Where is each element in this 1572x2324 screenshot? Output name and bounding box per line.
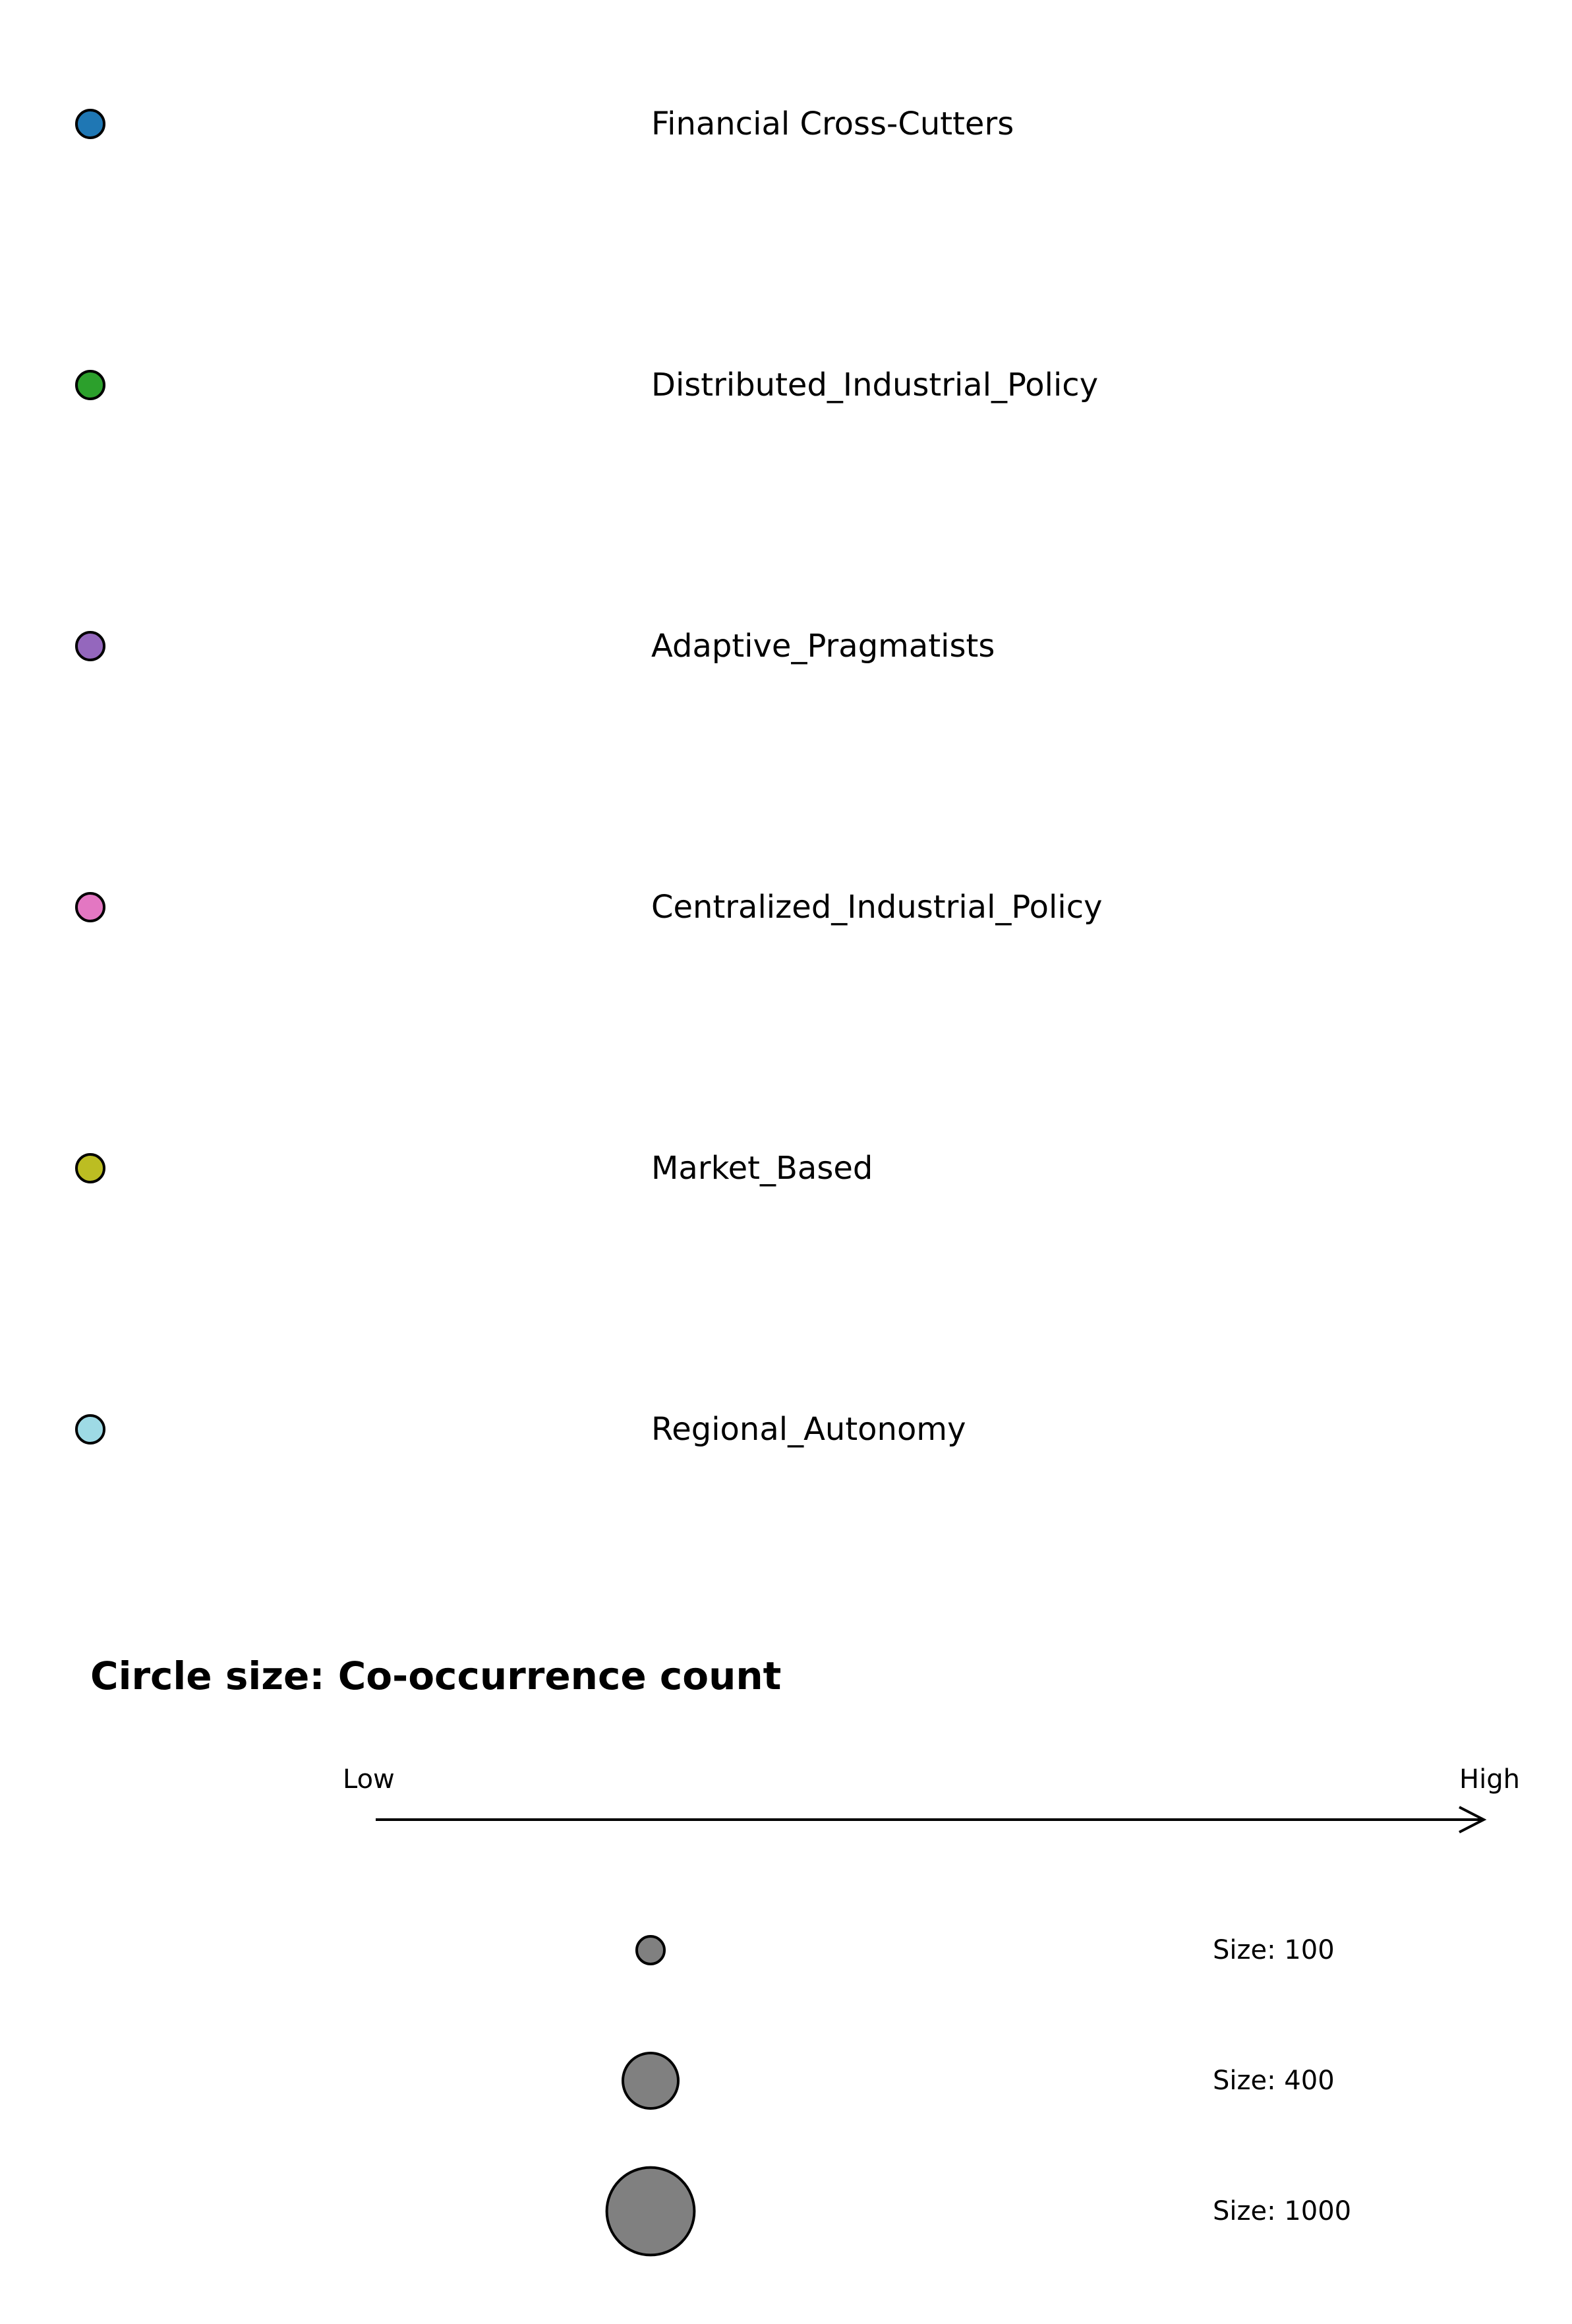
legend-marker	[76, 632, 104, 660]
legend-label: Adaptive_Pragmatists	[651, 628, 995, 665]
legend-label: Financial Cross-Cutters	[651, 105, 1014, 142]
legend-marker	[76, 1415, 104, 1443]
size-axis-high-label: High	[1459, 1764, 1520, 1795]
size-legend-circle	[637, 1936, 664, 1964]
legend-label: Centralized_Industrial_Policy	[651, 889, 1103, 926]
size-legend-label: Size: 100	[1213, 1935, 1335, 1965]
legend-label: Market_Based	[651, 1150, 873, 1187]
size-legend	[607, 1935, 1352, 2255]
size-legend-label: Size: 400	[1213, 2066, 1335, 2096]
legend-marker	[76, 110, 104, 138]
size-legend-title: Circle size: Co-occurrence count	[90, 1654, 782, 1698]
legend-marker	[76, 1154, 104, 1182]
size-legend-circle	[623, 2053, 678, 2108]
category-legend	[76, 105, 1103, 1448]
legend-label: Regional_Autonomy	[651, 1411, 966, 1448]
size-legend-label: Size: 1000	[1213, 2196, 1352, 2226]
size-legend-circle	[607, 2168, 695, 2255]
size-axis-low-label: Low	[343, 1764, 395, 1795]
legend-marker	[76, 371, 104, 399]
legend-label: Distributed_Industrial_Policy	[651, 367, 1099, 403]
legend-marker	[76, 893, 104, 921]
